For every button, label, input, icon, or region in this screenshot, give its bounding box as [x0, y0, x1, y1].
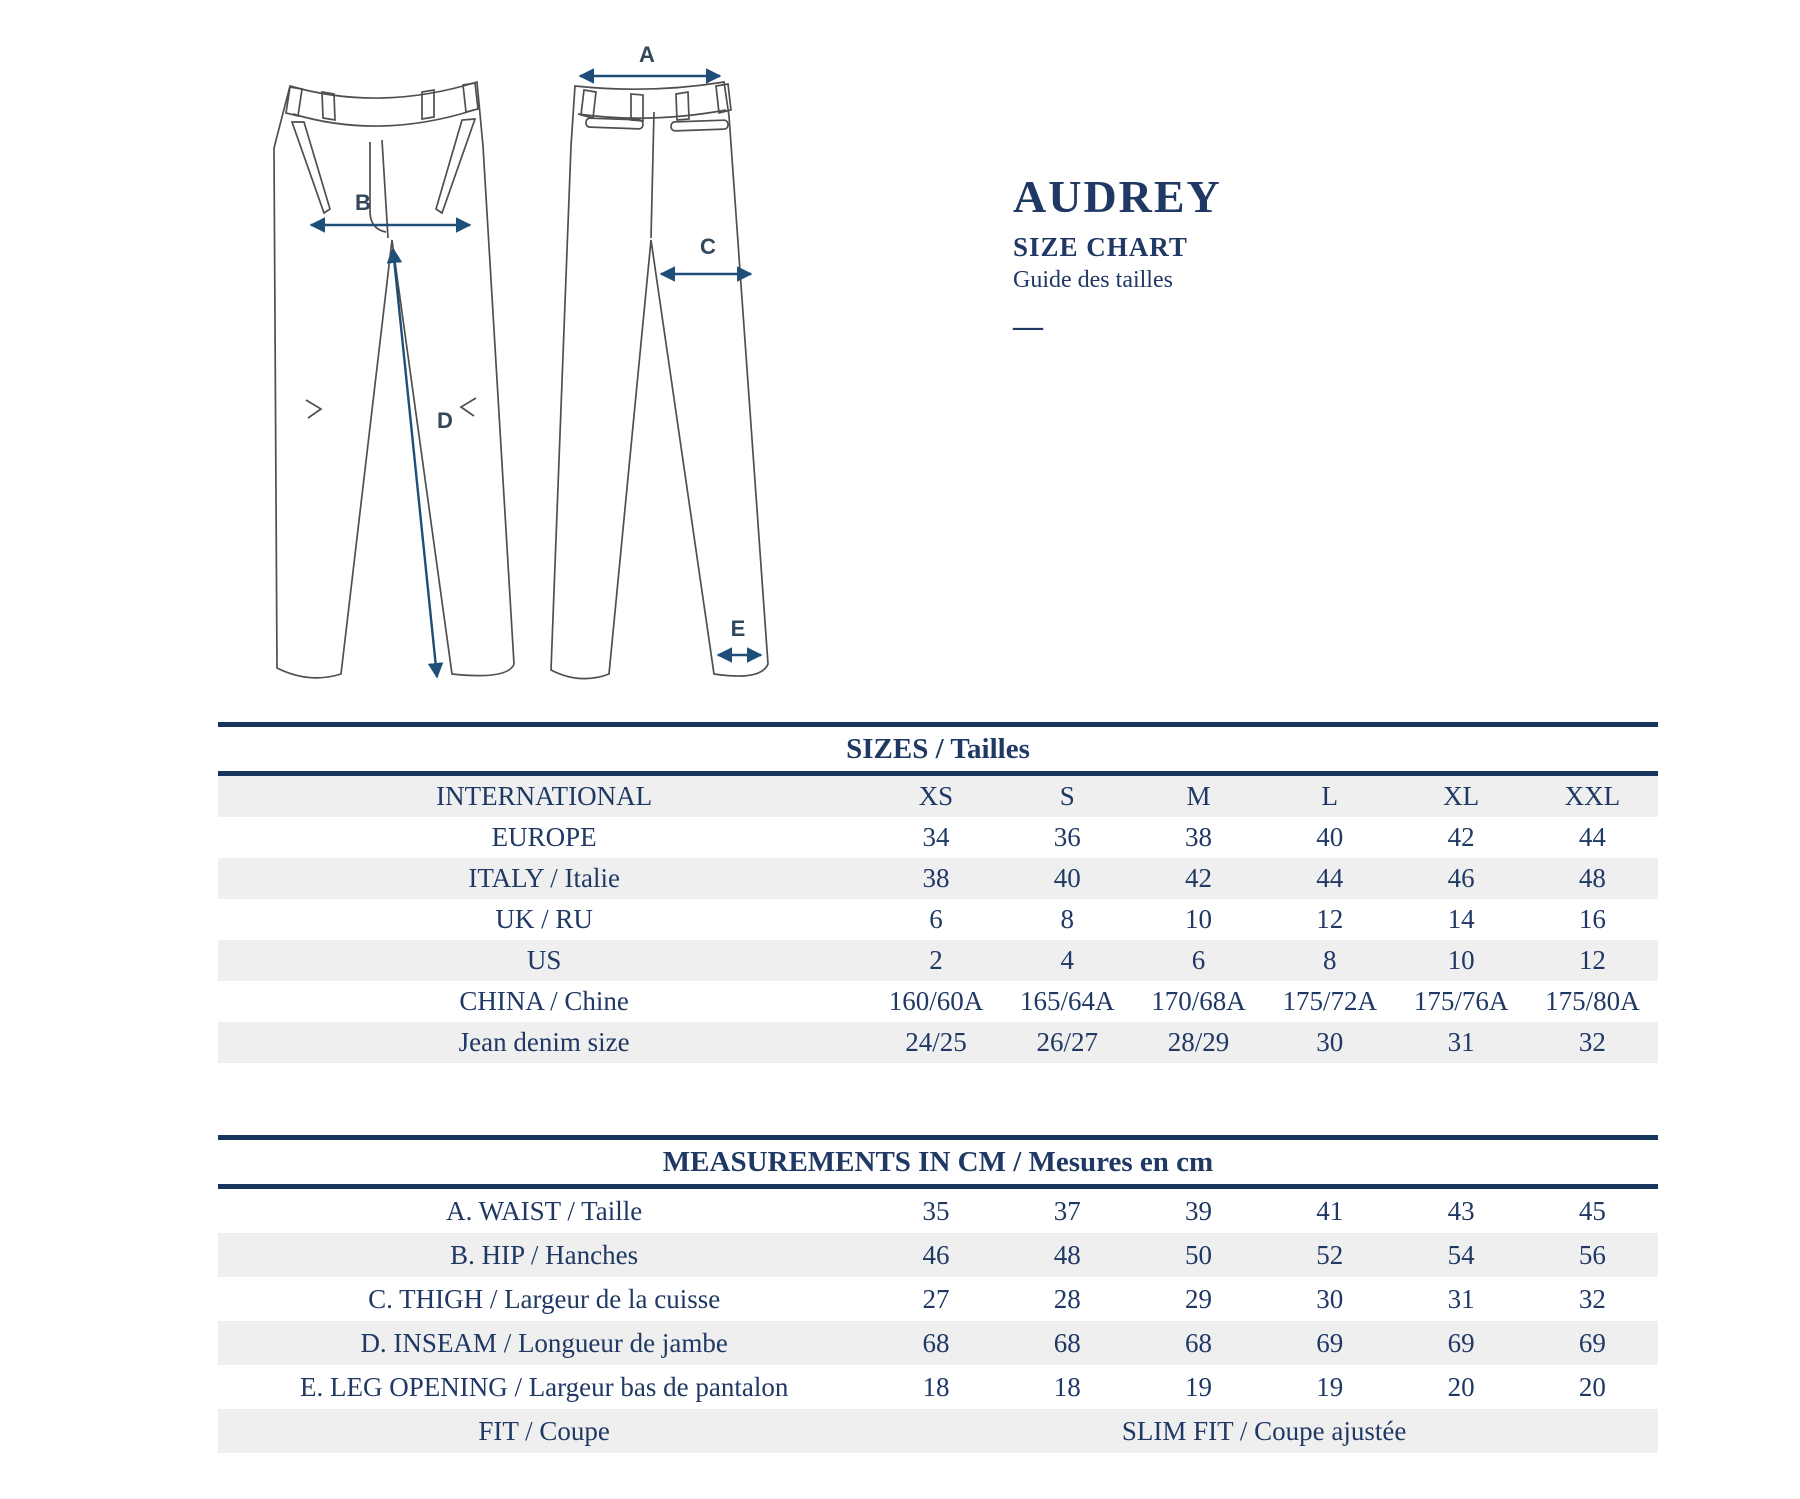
value-cell: 69 — [1578, 1327, 1606, 1358]
value-cell: 38 — [922, 863, 950, 893]
value-cell: 165/64A — [1019, 986, 1115, 1016]
value-cell: 31 — [1447, 1283, 1475, 1314]
value-cell: 20 — [1578, 1371, 1606, 1402]
value-cell: 69 — [1316, 1327, 1344, 1358]
row-label: US — [526, 945, 562, 975]
value-cell: 24/25 — [905, 1027, 967, 1057]
value-cell: 36 — [1053, 822, 1081, 852]
label-d: D — [437, 408, 453, 433]
value-cell: 69 — [1447, 1327, 1475, 1358]
table-row — [218, 1365, 1658, 1409]
value-cell: 45 — [1578, 1195, 1606, 1226]
value-cell: 44 — [1316, 863, 1344, 893]
row-label: E. LEG OPENING / Largeur bas de pantalon — [299, 1371, 789, 1402]
measurements-table-title: MEASUREMENTS IN CM / Mesures en cm — [218, 1140, 1658, 1184]
row-label: ITALY / Italie — [468, 863, 620, 893]
value-cell: 39 — [1185, 1195, 1213, 1226]
value-cell: 41 — [1316, 1195, 1344, 1226]
value-cell: 12 — [1316, 904, 1344, 934]
measurements-table-rows — [218, 1189, 1658, 1453]
value-cell: 42 — [1447, 822, 1475, 852]
row-label: B. HIP / Hanches — [450, 1239, 639, 1270]
fit-value-cell: SLIM FIT / Coupe ajustée — [1121, 1415, 1407, 1446]
pants-back-outline — [551, 82, 768, 679]
value-cell: 50 — [1185, 1239, 1213, 1270]
value-cell: 10 — [1185, 904, 1213, 934]
value-cell: 8 — [1060, 904, 1074, 934]
label-a: A — [639, 42, 655, 67]
table-row — [218, 1277, 1658, 1321]
value-cell: 32 — [1578, 1027, 1606, 1057]
value-cell: 68 — [1185, 1327, 1213, 1358]
value-cell: 37 — [1053, 1195, 1081, 1226]
value-cell: 170/68A — [1151, 986, 1246, 1016]
value-cell: S — [1059, 781, 1075, 811]
table-row — [218, 899, 1658, 940]
value-cell: 42 — [1185, 863, 1213, 893]
size-chart-heading-fr: Guide des tailles — [1013, 267, 1173, 293]
table-row — [218, 1233, 1658, 1277]
value-cell: 18 — [922, 1371, 950, 1402]
value-cell: 6 — [1191, 945, 1206, 975]
value-cell: 16 — [1578, 904, 1606, 934]
value-cell: 19 — [1185, 1371, 1213, 1402]
value-cell: 4 — [1060, 945, 1074, 975]
measure-arrows — [311, 76, 761, 677]
value-cell: 35 — [922, 1195, 950, 1226]
sizes-table — [218, 722, 1658, 1063]
value-cell: 48 — [1578, 863, 1606, 893]
pants-diagram — [230, 28, 790, 690]
table-row — [218, 1409, 1658, 1453]
value-cell: 68 — [1053, 1327, 1081, 1358]
value-cell: 38 — [1185, 822, 1213, 852]
value-cell: 26/27 — [1036, 1027, 1098, 1057]
value-cell: 175/72A — [1282, 986, 1378, 1016]
row-label: UK / RU — [495, 904, 593, 934]
row-label: A. WAIST / Taille — [446, 1195, 643, 1226]
value-cell: 30 — [1316, 1283, 1344, 1314]
value-cell: 6 — [929, 904, 943, 934]
value-cell: 18 — [1053, 1371, 1081, 1402]
table-row — [218, 1321, 1658, 1365]
row-label: Jean denim size — [458, 1027, 630, 1057]
value-cell: 31 — [1447, 1027, 1475, 1057]
value-cell: XS — [918, 781, 954, 811]
value-cell: 20 — [1447, 1371, 1475, 1402]
label-c: C — [700, 234, 716, 259]
row-label: FIT / Coupe — [478, 1415, 610, 1446]
value-cell: 44 — [1578, 822, 1606, 852]
value-cell: 34 — [922, 822, 950, 852]
table-row — [218, 1022, 1658, 1063]
value-cell: 12 — [1578, 945, 1606, 975]
heading-dash: — — [1013, 310, 1043, 343]
sizes-table-rows — [218, 776, 1658, 1063]
row-label: INTERNATIONAL — [436, 781, 653, 811]
pants-front-outline — [274, 82, 514, 678]
row-label: EUROPE — [491, 822, 597, 852]
value-cell: 48 — [1053, 1239, 1081, 1270]
value-cell: 52 — [1316, 1239, 1344, 1270]
value-cell: 175/80A — [1545, 986, 1640, 1016]
value-cell: 29 — [1185, 1283, 1213, 1314]
size-chart-heading: SIZE CHART — [1013, 232, 1188, 262]
value-cell: 14 — [1447, 904, 1475, 934]
brand-block — [1013, 170, 1222, 344]
value-cell: 8 — [1323, 945, 1337, 975]
label-b: B — [355, 190, 371, 215]
sizes-table-title: SIZES / Tailles — [218, 727, 1658, 771]
value-cell: 56 — [1578, 1239, 1606, 1270]
value-cell: 19 — [1316, 1371, 1344, 1402]
value-cell: 54 — [1447, 1239, 1475, 1270]
row-label: CHINA / Chine — [459, 986, 629, 1016]
value-cell: 28 — [1053, 1283, 1081, 1314]
label-e: E — [730, 616, 746, 641]
value-cell: 2 — [929, 945, 943, 975]
value-cell: M — [1186, 781, 1211, 811]
table-row — [218, 940, 1658, 981]
value-cell: 175/76A — [1413, 986, 1509, 1016]
value-cell: XL — [1443, 781, 1480, 811]
value-cell: 46 — [1447, 863, 1475, 893]
value-cell: 160/60A — [888, 986, 984, 1016]
value-cell: 43 — [1447, 1195, 1475, 1226]
value-cell: 28/29 — [1167, 1027, 1230, 1057]
value-cell: XXL — [1564, 781, 1621, 811]
value-cell: 68 — [922, 1327, 950, 1358]
value-cell: 40 — [1053, 863, 1081, 893]
row-label: C. THIGH / Largeur de la cuisse — [368, 1283, 721, 1314]
table-row — [218, 981, 1658, 1022]
value-cell: 27 — [922, 1283, 950, 1314]
table-row — [218, 858, 1658, 899]
product-title: AUDREY — [1013, 171, 1222, 222]
value-cell: 40 — [1316, 822, 1344, 852]
value-cell: 46 — [922, 1239, 950, 1270]
value-cell: 32 — [1578, 1283, 1606, 1314]
row-label: D. INSEAM / Longueur de jambe — [360, 1327, 728, 1358]
table-row — [218, 817, 1658, 858]
value-cell: 10 — [1447, 945, 1475, 975]
measurements-table — [218, 1135, 1658, 1453]
table-row — [218, 776, 1658, 817]
value-cell: 30 — [1316, 1027, 1344, 1057]
table-row — [218, 1189, 1658, 1233]
value-cell: L — [1321, 781, 1339, 811]
